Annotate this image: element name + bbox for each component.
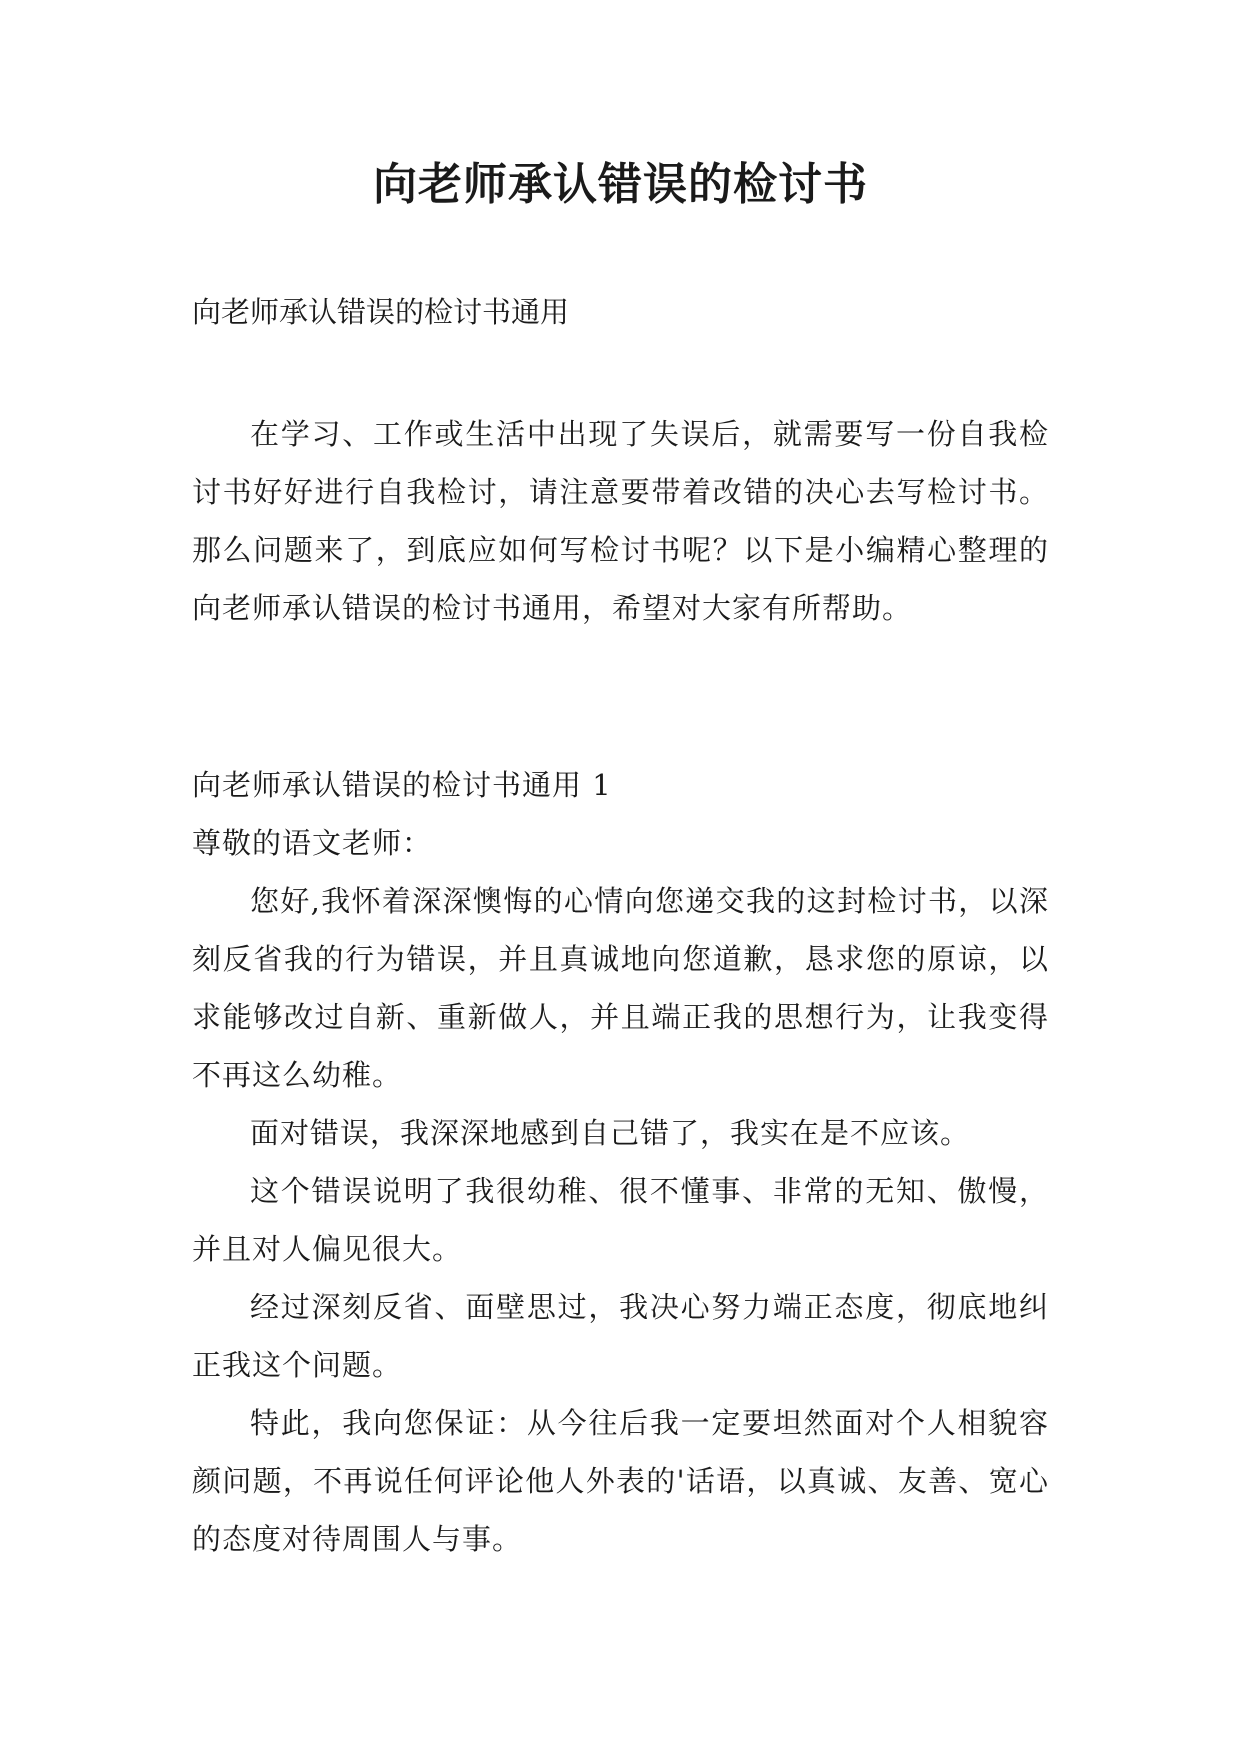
document-subtitle: 向老师承认错误的检讨书通用 (192, 295, 570, 329)
salutation: 尊敬的语文老师： (192, 826, 433, 860)
body-paragraph-3: 这个错误说明了我很幼稚、很不懂事、非常的无知、傲慢，并且对人偏见很大。 (192, 1174, 1049, 1266)
body-paragraph-4: 经过深刻反省、面壁思过，我决心努力端正态度，彻底地纠正我这个问题。 (192, 1290, 1049, 1382)
intro-paragraph: 在学习、工作或生活中出现了失误后，就需要写一份自我检讨书好好进行自我检讨，请注意要带着改错的决心去写检讨书。那么问题来了，到底应如何写检讨书呢？以下是小编精心整理的向老师承认错误的检讨书通用，希望对大家有所帮助。 (192, 417, 1049, 625)
body-paragraph-5: 特此，我向您保证：从今往后我一定要坦然面对个人相貌容颜问题，不再说任何评论他人外表的'话语，以真诚、友善、宽心的态度对待周围人与事。 (192, 1406, 1049, 1556)
letter-section (192, 756, 1049, 1568)
section-heading: 向老师承认错误的检讨书通用 1 (192, 768, 612, 802)
body-paragraph-2: 面对错误，我深深地感到自己错了，我实在是不应该。 (250, 1116, 971, 1150)
document-title: 向老师承认错误的检讨书 (373, 159, 868, 210)
intro-section (192, 405, 1049, 637)
body-paragraph-1: 您好,我怀着深深懊悔的心情向您递交我的这封检讨书，以深刻反省我的行为错误，并且真诚地向您道歉，恳求您的原谅，以求能够改过自新、重新做人，并且端正我的思想行为，让我变得不再这么幼稚。 (192, 884, 1049, 1092)
